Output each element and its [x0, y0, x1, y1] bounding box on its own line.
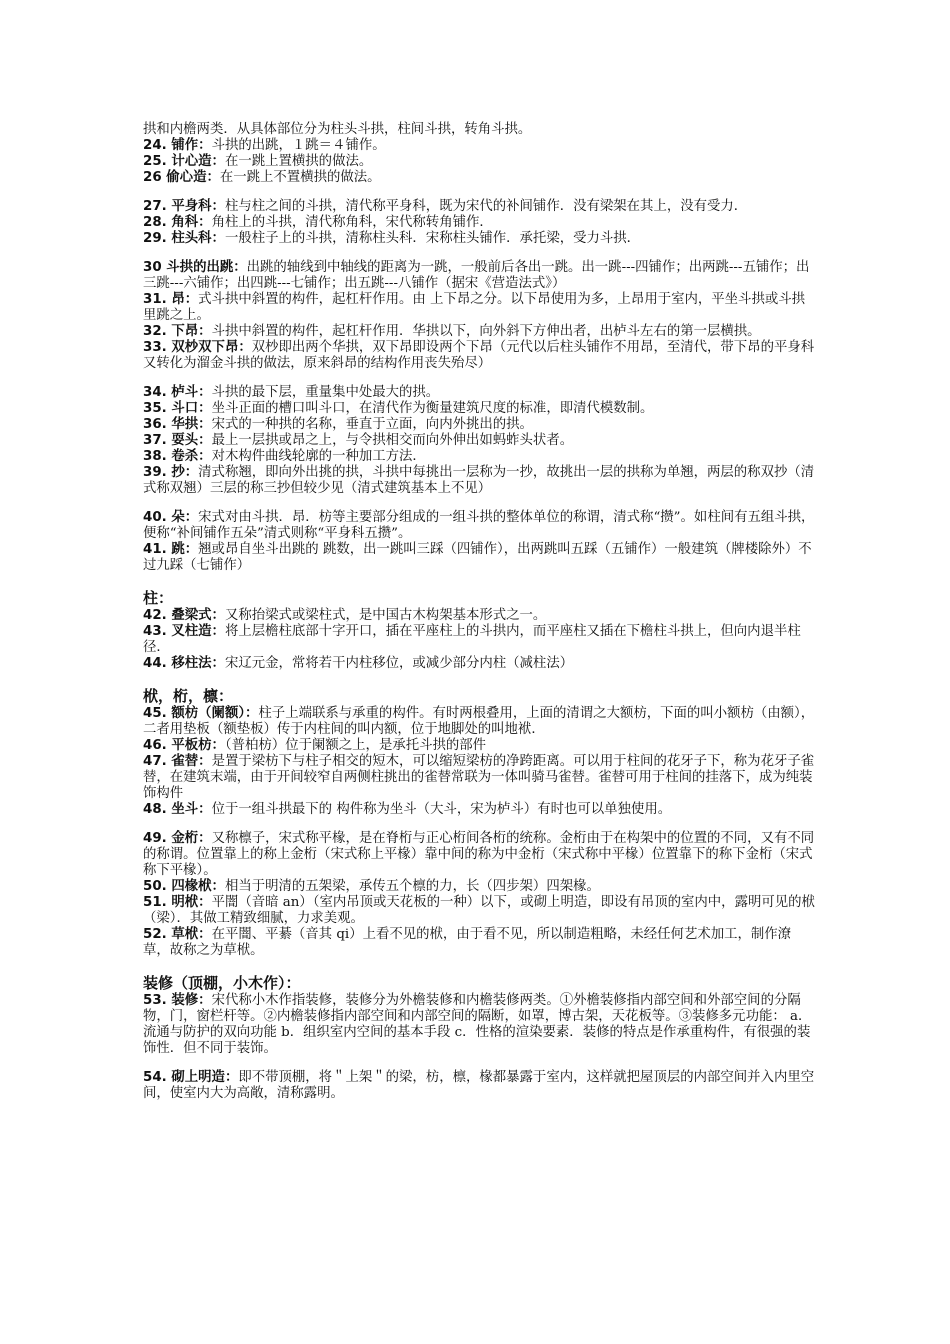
entry-term: 46. 平板枋： [143, 738, 225, 753]
entry-term: 35. 斗口： [143, 401, 212, 416]
entry-text: 一般柱子上的斗拱，清称柱头科．宋称柱头铺作．承托梁，受力斗拱． [224, 231, 641, 246]
entry-38 [143, 449, 815, 465]
entry-42 [143, 608, 815, 624]
entry-term: 47. 雀替： [143, 754, 212, 769]
entry-49 [143, 831, 815, 879]
entry-term: 29. 柱头科： [143, 231, 225, 246]
document-page [143, 122, 815, 1102]
entry-text: 翘或昂自坐斗出跳的 跳数，出一跳叫三踩（四铺作），出两跳叫五踩（五铺作）一般建筑（牌楼除外）不过九踩（七铺作） [143, 542, 812, 573]
entry-text: 清式称翘，即向外出挑的拱，斗拱中每挑出一层称为一抄，故挑出一层的拱称为单翘，两层的称双抄（清式称双翘）三层的称三抄但较少见（清式建筑基本上不见） [143, 465, 815, 496]
entry-36 [143, 417, 815, 433]
entry-term: 54. 砌上明造： [143, 1070, 239, 1085]
entry-text: 将上层檐柱底部十字开口，插在平座柱上的斗拱内，而平座柱又插在下檐柱斗拱上，但向内退半柱径． [143, 624, 801, 655]
entry-text: 出跳的轴线到中轴线的距离为一跳，一般前后各出一跳。出一跳---四铺作；出两跳---五铺作；出三跳---六铺作；出四跳---七铺作；出五跳---八铺作（据宋《营造法式》） [143, 260, 810, 291]
entry-text: 对木构件曲线轮廓的一种加工方法． [211, 449, 426, 464]
entry-term: 25. 计心造： [143, 154, 225, 169]
entry-term: 44. 移柱法： [143, 656, 225, 671]
section-heading-beam: 栿，桁，檩： [143, 687, 234, 705]
entry-text: 在平闇、平綦（音其 qi）上看不见的栿，由于看不见，所以制造粗略，未经任何艺术加工，制作潦草，故称之为草栿。 [143, 927, 792, 958]
entry-term: 53. 装修： [143, 993, 212, 1008]
entry-term: 48. 坐斗： [143, 802, 212, 817]
entry-33 [143, 340, 815, 372]
entry-term: 27. 平身科： [143, 199, 225, 214]
entry-text: 斗拱中斜置的构件，起杠杆作用．华拱以下，向外斜下方伸出者，出栌斗左右的第一层横拱。 [211, 324, 761, 339]
entry-text: 斗拱的最下层，重量集中处最大的拱。 [211, 385, 440, 400]
entry-34 [143, 385, 815, 401]
entry-term: 32. 下昂： [143, 324, 212, 339]
entry-25 [143, 154, 815, 170]
section-heading-column: 柱： [143, 589, 174, 607]
entry-text: 双杪即出两个华拱，双下昂即设两个下昂（元代以后柱头铺作不用昂，至清代，带下昂的平身科又转化为溜金斗拱的做法，原来斜昂的结构作用丧失殆尽） [143, 340, 815, 371]
entry-term: 26 偷心造： [143, 170, 220, 185]
entry-term: 41. 跳： [143, 542, 199, 557]
entry-text: 宋辽元金，常将若干内柱移位，或减少部分内柱（减柱法） [224, 656, 574, 671]
entry-text: 在一跳上置横拱的做法。 [224, 154, 373, 169]
entry-term: 31. 昂： [143, 292, 199, 307]
entry-text: 柱与柱之间的斗拱，清代称平身科，既为宋代的补间铺作．没有梁架在其上，没有受力． [224, 199, 748, 214]
entry-term: 45. 额枋（阑额）： [143, 706, 259, 721]
entry-term: 40. 朵： [143, 510, 199, 525]
entry-text: 平闇（音暗 an）（室内吊顶或天花板的一种）以下，或砌上明造，即设有吊顶的室内中，露明可见的栿（梁）．其做工精致细腻，力求美观。 [143, 895, 815, 926]
entry-term: 38. 卷杀： [143, 449, 212, 464]
entry-text: 柱子上端联系与承重的构件。有时两根叠用，上面的清谓之大额枋，下面的叫小额枋（由额），二者用垫板（额垫板）传于内柱间的叫内额，位于地脚处的叫地袱． [143, 706, 815, 737]
entry-53 [143, 993, 815, 1057]
entry-term: 28. 角科： [143, 215, 212, 230]
section-heading-decoration: 装修（顶棚，小木作）： [143, 974, 301, 992]
entry-30 [143, 260, 815, 292]
entry-46 [143, 738, 815, 754]
entry-term: 30 斗拱的出跳： [143, 260, 247, 275]
entry-term: 24. 铺作： [143, 138, 212, 153]
entry-41 [143, 542, 815, 574]
entry-45 [143, 706, 815, 738]
entry-text: 式斗拱中斜置的构件，起杠杆作用。由 上下昂之分。以下昂使用为多，上昂用于室内，平坐斗拱或斗拱里跳之上。 [143, 292, 806, 323]
entry-text: 即不带顶棚，将＂上架＂的梁，枋，檩，椽都暴露于室内，这样就把屋顶层的内部空间并入内里空间，使室内大为高敞，清称露明。 [143, 1070, 815, 1101]
intro-text: 拱和内檐两类．从具体部位分为柱头斗拱，柱间斗拱，转角斗拱。 [143, 122, 532, 137]
entry-text: 坐斗正面的槽口叫斗口，在清代作为衡量建筑尺度的标准，即清代模数制。 [211, 401, 654, 416]
entry-text: 斗拱的出跳，１跳＝４铺作。 [211, 138, 386, 153]
entry-term: 37. 耍头： [143, 433, 212, 448]
entry-text: 又称檩子，宋式称平椽，是在脊桁与正心桁间各桁的统称。金桁由于在构架中的位置的不同，又有不同的称谓。位置靠上的称上金桁（宋式称上平椽）靠中间的称为中金桁（宋式称中平椽）位置靠下的称下金桁（宋式称下平椽）。 [143, 831, 815, 878]
entry-37 [143, 433, 815, 449]
entry-text: 在一跳上不置横拱的做法。 [219, 170, 381, 185]
entry-term: 43. 叉柱造： [143, 624, 225, 639]
entry-text: 位于一组斗拱最下的 构件称为坐斗（大斗，宋为栌斗）有时也可以单独使用。 [211, 802, 672, 817]
entry-35 [143, 401, 815, 417]
entry-term: 36. 华拱： [143, 417, 212, 432]
entry-40 [143, 510, 815, 542]
entry-24 [143, 138, 815, 154]
entry-term: 52. 草栿： [143, 927, 212, 942]
entry-term: 50. 四椽栿： [143, 879, 225, 894]
entry-text: 角柱上的斗拱，清代称角科，宋代称转角铺作． [211, 215, 493, 230]
entry-26 [143, 170, 815, 186]
entry-text: 相当于明清的五架梁，承传五个檩的力，长（四步架）四架椽。 [224, 879, 600, 894]
entry-text: 又称抬梁式或梁柱式，是中国古木构架基本形式之一。 [224, 608, 547, 623]
entry-27 [143, 199, 815, 215]
entry-54 [143, 1070, 815, 1102]
entry-52 [143, 927, 815, 959]
entry-51 [143, 895, 815, 927]
entry-50 [143, 879, 815, 895]
entry-text: 宋代称小木作指装修，装修分为外檐装修和内檐装修两类。①外檐装修指内部空间和外部空间的分隔物，门，窗栏杆等。②内檐装修指内部空间和内部空间的隔断，如罩，博古架，天花板等。③装修多元功能： a．流通与防护的双向功能 b．组织室内空间的基本手段 c．性格的渲染要素．装修的特点是作承重构件，有很强的装饰性．但不同于装饰。 [143, 993, 812, 1056]
entry-term: 34. 栌斗： [143, 385, 212, 400]
entry-text: 宋式对由斗拱．昂．枋等主要部分组成的一组斗拱的整体单位的称谓，清式称“攒”。如柱间有五组斗拱，便称“补间铺作五朵”清式则称“平身科五攒”。 [143, 510, 815, 541]
entry-text: （普柏枋）位于阑额之上，是承托斗拱的部件 [224, 738, 487, 753]
entry-29 [143, 231, 815, 247]
entry-text: 宋式的一种拱的名称，垂直于立面，向内外挑出的拱。 [211, 417, 533, 432]
entry-32 [143, 324, 815, 340]
entry-term: 39. 抄： [143, 465, 199, 480]
entry-term: 33. 双杪双下昂： [143, 340, 252, 355]
entry-43 [143, 624, 815, 656]
entry-39 [143, 465, 815, 497]
entry-31 [143, 292, 815, 324]
entry-term: 49. 金桁： [143, 831, 212, 846]
entry-28 [143, 215, 815, 231]
entry-text: 最上一层拱或昂之上，与令拱相交而向外伸出如蚂蚱头状者。 [211, 433, 574, 448]
entry-term: 51. 明栿： [143, 895, 212, 910]
entry-text: 是置于梁枋下与柱子相交的短木，可以缩短梁枋的净跨距离。可以用于柱间的花牙子下，称为花牙子雀替，在建筑末端，由于开间较窄自两侧柱挑出的雀替常联为一体叫骑马雀替。雀替可用于柱间的挂落下，成为纯装饰构件 [143, 754, 815, 801]
entry-44 [143, 656, 815, 672]
entry-48 [143, 802, 815, 818]
entry-term: 42. 叠梁式： [143, 608, 225, 623]
entry-47 [143, 754, 815, 802]
